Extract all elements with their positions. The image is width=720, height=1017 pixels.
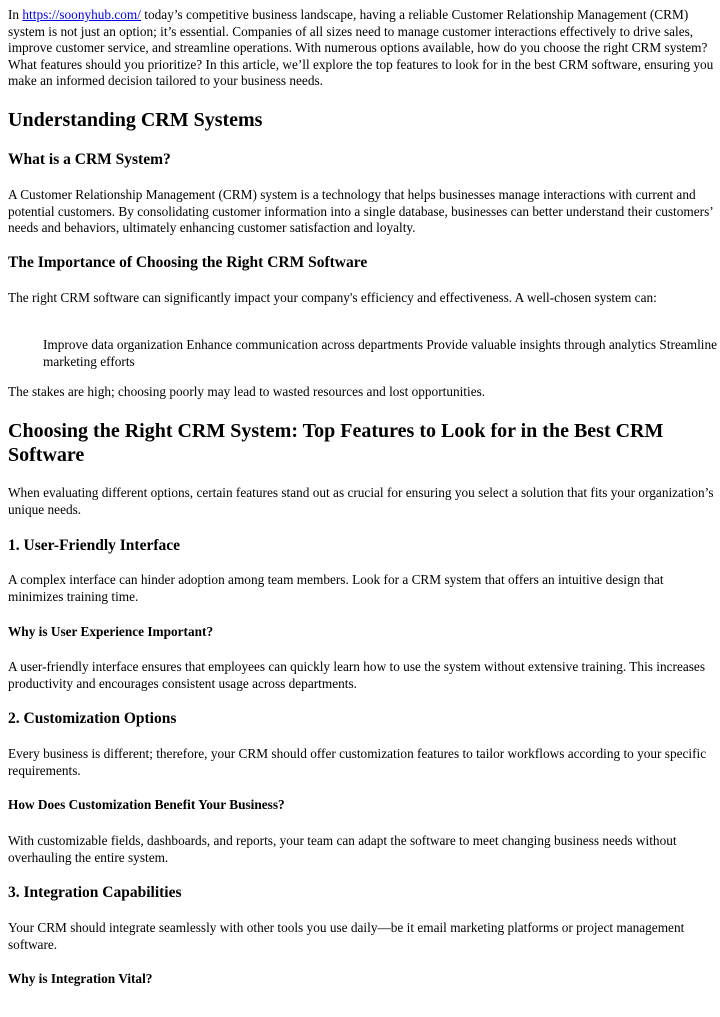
list-item: Streamline marketing efforts [43,337,718,369]
subheading-user-experience: Why is User Experience Important? [8,624,214,639]
customization-benefit-paragraph: With customizable fields, dashboards, and reports, your team can adapt the software to meet changing business needs without overhauling the entire system. [8,833,677,865]
importance-paragraph: The right CRM software can significantly impact your company's efficiency and effectiveness. A well-chosen system can: [8,290,657,305]
user-experience-paragraph: A user-friendly interface ensures that employees can quickly learn how to use the system without extensive training. This increases productivity and encourages consistent usage across departments. [8,659,706,691]
integration-paragraph: Your CRM should integrate seamlessly with other tools you use daily—be it email marketing platforms or project management software. [8,920,685,952]
feature-heading-user-friendly: 1. User-Friendly Interface [8,537,181,554]
list-item: Enhance communication across departments [186,337,427,352]
feature-heading-customization: 2. Customization Options [8,710,177,727]
what-is-crm-paragraph: A Customer Relationship Management (CRM) system is a technology that helps businesses manage interactions with current and potential customers. By consolidating customer information into a single database, businesses can better understand their customers’ needs and behaviors, ultimately enhancing customer satisfaction and loyalty. [8,187,713,236]
benefits-list [43,337,720,370]
soonyhub-link[interactable]: https://soonyhub.com/ [22,7,141,22]
list-item: Provide valuable insights through analytics [426,337,660,352]
subheading-what-is-crm: What is a CRM System? [8,151,171,168]
subheading-integration-vital: Why is Integration Vital? [8,971,153,986]
list-item: Improve data organization [43,337,187,352]
user-friendly-paragraph: A complex interface can hinder adoption among team members. Look for a CRM system that offers an intuitive design that minimizes training time. [8,572,664,604]
intro-lead: In [8,7,23,22]
intro-rest: today’s competitive business landscape, having a reliable Customer Relationship Management (CRM) system is not just an option; it’s essential. Companies of all sizes need to manage customer interactions effectively to drive sales, improve customer service, and streamline operations. With numerous options available, how do you choose the right CRM system? What features should you prioritize? In this article, we’ll explore the top features to look for in the best CRM software, ensuring you make an informed decision tailored to your business needs. [8,7,714,89]
subheading-importance: The Importance of Choosing the Right CRM Software [8,254,368,271]
section-heading-understanding: Understanding CRM Systems [8,109,263,131]
evaluating-paragraph: When evaluating different options, certain features stand out as crucial for ensuring you select a solution that fits your organization’s unique needs. [8,485,714,517]
stakes-paragraph: The stakes are high; choosing poorly may lead to wasted resources and lost opportunities. [8,384,486,399]
subheading-customization-benefit: How Does Customization Benefit Your Business? [8,797,285,812]
feature-heading-integration: 3. Integration Capabilities [8,884,182,901]
customization-paragraph: Every business is different; therefore, your CRM should offer customization features to tailor workflows according to your specific requirements. [8,746,707,778]
section-heading-choosing: Choosing the Right CRM System: Top Features to Look for in the Best CRM Software [8,420,664,466]
intro-paragraph [8,7,720,90]
